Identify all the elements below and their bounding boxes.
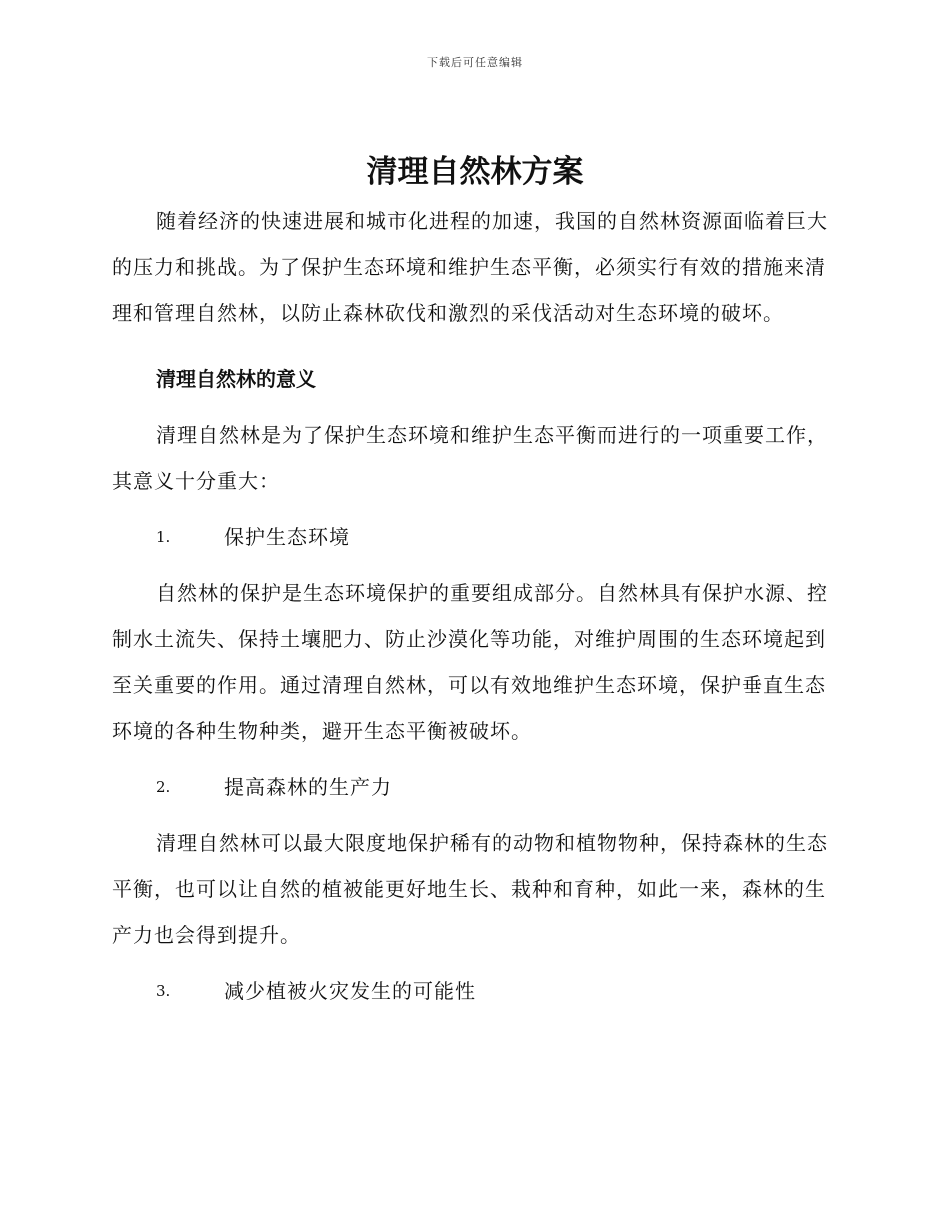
list-item-2 [112,764,834,810]
intro-paragraph: 随着经济的快速进展和城市化进程的加速，我国的自然林资源面临着巨大的压力和挑战。为了保护生态环境和维护生态平衡，必须实行有效的措施来清理和管理自然林，以防止森林砍伐和激烈的采伐活动对生态环境的破坏。 [112,209,828,325]
document-body [112,198,834,1024]
list-label: 提高森林的生产力 [224,775,392,799]
list-label: 减少植被火灾发生的可能性 [224,979,476,1003]
document-title: 清理自然林方案 [366,154,584,190]
list-number: 2. [156,778,171,796]
item-1-body: 自然林的保护是生态环境保护的重要组成部分。自然林具有保护水源、控制水土流失、保持土壤肥力、防止沙漠化等功能，对维护周围的生态环境起到至关重要的作用。通过清理自然林，可以有效地维护生态环境，保护垂直生态环境的各种生物种类，避开生态平衡被破坏。 [112,581,828,743]
page-header: 下载后可任意编辑 [427,56,523,69]
list-label: 保护生态环境 [224,525,350,549]
spacer [112,336,834,346]
section-heading: 清理自然林的意义 [156,367,316,391]
list-item-3 [112,968,834,1014]
list-item-1 [112,514,834,560]
item-2-body: 清理自然林可以最大限度地保护稀有的动物和植物物种，保持森林的生态平衡，也可以让自然的植被能更好地生长、栽种和育种，如此一来，森林的生产力也会得到提升。 [112,831,828,947]
list-number: 1. [156,528,171,546]
section-intro-paragraph: 清理自然林是为了保护生态环境和维护生态平衡而进行的一项重要工作，其意义十分重大： [112,423,828,493]
list-number: 3. [156,982,171,1000]
